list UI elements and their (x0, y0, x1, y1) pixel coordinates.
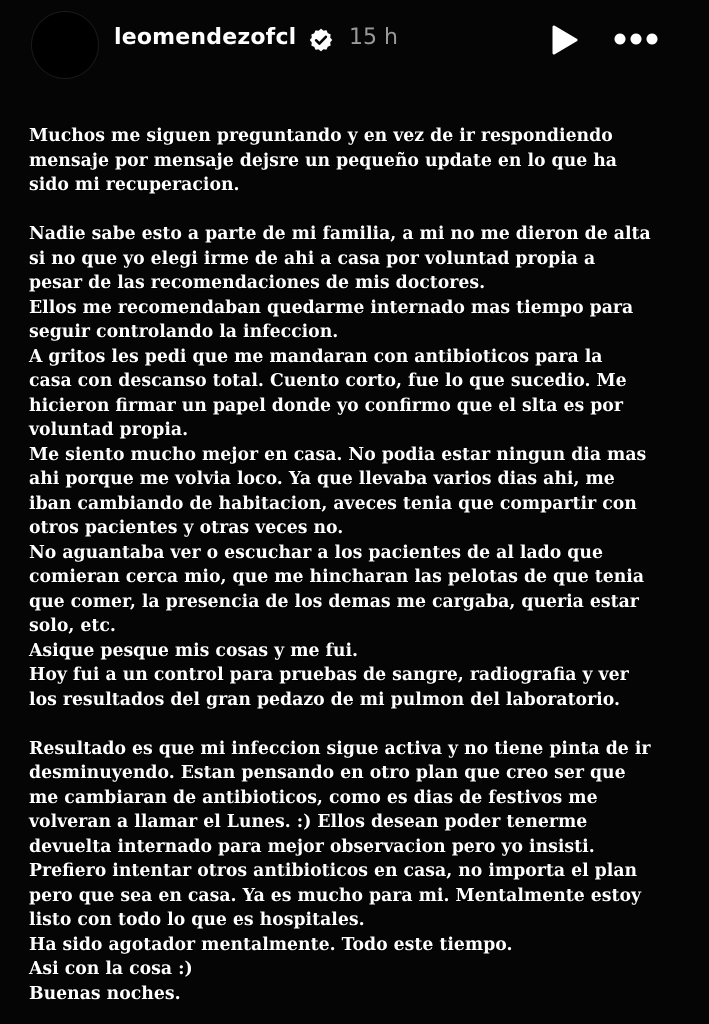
story-line: hicieron firmar un papel donde yo confirmo que el slta es por (29, 395, 623, 416)
story-line: si no que yo elegi irme de ahi a casa por voluntad propia a (29, 248, 596, 269)
story-line: ahi porque me volvia loco. Ya que llevaba varios dias ahi, me (29, 469, 615, 489)
verified-badge-icon (308, 27, 334, 53)
story-line: devuelta internado para mejor observacion pero yo insisti. (29, 836, 595, 857)
story-line: volveran a llamar el Lunes. :) Ellos desean poder tenerme (29, 812, 588, 832)
story-line: Ellos me recomendaban quedarme internado mas tiempo para (29, 297, 634, 318)
story-line: Hoy fui a un control para pruebas de sangre, radiografia y ver (29, 665, 629, 685)
story-line: pero que sea en casa. Ya es mucho para mi. Mentalmente estoy (29, 885, 642, 906)
play-icon[interactable] (548, 23, 580, 57)
story-line: Buenas noches. (29, 983, 181, 1004)
avatar[interactable] (32, 12, 98, 78)
story-line: No aguantaba ver o escuchar a los pacientes de al lado que (29, 542, 603, 563)
story-line: pesar de las recomendaciones de mis doctores. (29, 273, 486, 293)
story-line: iban cambiando de habitacion, aveces tenia que compartir con (29, 493, 637, 514)
story-line: A gritos les pedi que me mandaran con antibioticos para la (29, 346, 603, 367)
story-paragraph (29, 737, 693, 1007)
story-paragraph (29, 222, 693, 712)
story-header (0, 0, 709, 84)
story-text (29, 124, 693, 1006)
story-line: los resultados del gran pedazo de mi pulmon del laboratorio. (29, 689, 620, 710)
story-line: Prefiero intentar otros antibioticos en casa, no importa el plan (29, 861, 638, 881)
story-line: otros pacientes y otras veces no. (29, 518, 344, 538)
story-line: que comer, la presencia de los demas me cargaba, queria estar (29, 591, 639, 612)
story-line: seguir controlando la infeccion. (29, 322, 339, 342)
story-line: Muchos me siguen preguntando y en vez de ir respondiendo (29, 126, 613, 146)
story-line: Asi con la cosa :) (29, 959, 193, 979)
story-line: desminuyendo. Estan pensando en otro plan que creo ser que (29, 763, 626, 783)
story-line: listo con todo lo que es hospitales. (29, 910, 365, 930)
story-line: Asique pesque mis cosas y me fui. (29, 640, 359, 661)
story-paragraph (29, 124, 693, 198)
post-time: 15 h (349, 25, 398, 50)
story-line: casa con descanso total. Cuento corto, fue lo que sucedio. Me (29, 371, 627, 391)
story-line: Me siento mucho mejor en casa. No podia estar ningun dia mas (29, 444, 647, 465)
story-line: sido mi recuperacion. (29, 175, 240, 195)
story-line: me cambiaran de antibioticos, como es dias de festivos me (29, 787, 598, 808)
story-line: comieran cerca mio, que me hincharan las pelotas de que tenia (29, 567, 645, 587)
story-line: mensaje por mensaje dejsre un pequeño update en lo que ha (29, 150, 617, 171)
story-line: solo, etc. (29, 616, 116, 636)
more-icon[interactable] (613, 30, 659, 48)
username[interactable]: leomendezofcl (114, 25, 297, 50)
story-line: voluntad propia. (29, 420, 189, 440)
story-line: Ha sido agotador mentalmente. Todo este tiempo. (29, 934, 513, 955)
story-line: Nadie sabe esto a parte de mi familia, a mi no me dieron de alta (29, 224, 651, 244)
story-line: Resultado es que mi infeccion sigue activa y no tiene pinta de ir (29, 738, 651, 759)
